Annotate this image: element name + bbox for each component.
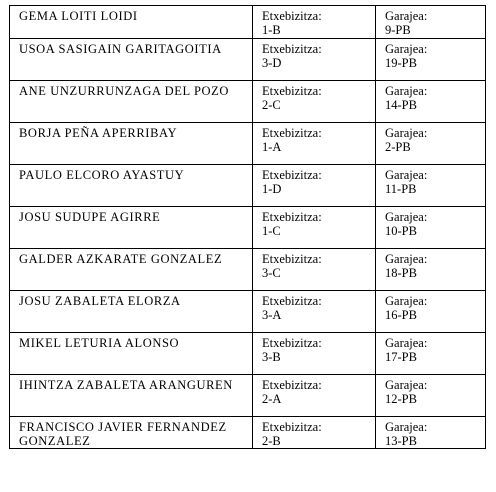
resident-name: JOSU ZABALETA ELORZA: [19, 294, 181, 308]
flat-cell: [253, 375, 376, 417]
garage-label: Garajea:: [385, 42, 428, 56]
flat-label: Etxebizitza:: [262, 252, 322, 266]
garage-cell: [376, 123, 486, 165]
garage-label: Garajea:: [385, 336, 428, 350]
name-cell: [10, 375, 253, 417]
flat-number: 1-C: [262, 224, 281, 238]
table-row: [10, 207, 486, 249]
garage-label: Garajea:: [385, 294, 428, 308]
name-cell: [10, 123, 253, 165]
flat-cell: [253, 291, 376, 333]
flat-cell: [253, 6, 376, 39]
garage-number: 2-PB: [385, 140, 411, 154]
resident-name: ANE UNZURRUNZAGA DEL POZO: [19, 84, 230, 98]
resident-name: BORJA PEÑA APERRIBAY: [19, 126, 178, 140]
flat-label: Etxebizitza:: [262, 126, 322, 140]
name-cell: [10, 333, 253, 375]
table-row: [10, 81, 486, 123]
garage-label: Garajea:: [385, 84, 428, 98]
garage-label: Garajea:: [385, 378, 428, 392]
name-cell: [10, 81, 253, 123]
flat-cell: [253, 207, 376, 249]
garage-cell: [376, 249, 486, 291]
table-row: [10, 6, 486, 39]
garage-cell: [376, 375, 486, 417]
table-row: [10, 165, 486, 207]
flat-label: Etxebizitza:: [262, 9, 322, 23]
flat-label: Etxebizitza:: [262, 294, 322, 308]
name-cell: [10, 417, 253, 449]
table-row: [10, 375, 486, 417]
resident-name: JOSU SUDUPE AGIRRE: [19, 210, 161, 224]
garage-number: 14-PB: [385, 98, 417, 112]
garage-label: Garajea:: [385, 9, 428, 23]
flat-label: Etxebizitza:: [262, 378, 322, 392]
garage-cell: [376, 333, 486, 375]
table-row: [10, 291, 486, 333]
resident-name: FRANCISCO JAVIER FERNANDEZ GONZALEZ: [19, 420, 227, 448]
assignment-table-body: [10, 6, 486, 449]
garage-cell: [376, 417, 486, 449]
garage-number: 18-PB: [385, 266, 417, 280]
garage-cell: [376, 81, 486, 123]
flat-cell: [253, 123, 376, 165]
flat-number: 2-A: [262, 392, 282, 406]
name-cell: [10, 291, 253, 333]
garage-number: 11-PB: [385, 182, 417, 196]
resident-name: PAULO ELCORO AYASTUY: [19, 168, 185, 182]
name-cell: [10, 39, 253, 81]
flat-label: Etxebizitza:: [262, 42, 322, 56]
garage-label: Garajea:: [385, 126, 428, 140]
garage-label: Garajea:: [385, 252, 428, 266]
flat-label: Etxebizitza:: [262, 84, 322, 98]
garage-cell: [376, 39, 486, 81]
flat-cell: [253, 165, 376, 207]
flat-number: 3-D: [262, 56, 282, 70]
flat-cell: [253, 39, 376, 81]
garage-cell: [376, 291, 486, 333]
flat-number: 3-B: [262, 350, 281, 364]
name-cell: [10, 6, 253, 39]
flat-number: 3-A: [262, 308, 282, 322]
garage-label: Garajea:: [385, 210, 428, 224]
flat-number: 1-D: [262, 182, 282, 196]
flat-cell: [253, 249, 376, 291]
garage-number: 13-PB: [385, 434, 417, 448]
flat-number: 2-B: [262, 434, 281, 448]
resident-name: USOA SASIGAIN GARITAGOITIA: [19, 42, 222, 56]
name-cell: [10, 207, 253, 249]
flat-number: 1-B: [262, 23, 281, 37]
name-cell: [10, 249, 253, 291]
assignment-table: [9, 5, 486, 449]
flat-cell: [253, 333, 376, 375]
flat-label: Etxebizitza:: [262, 210, 322, 224]
garage-label: Garajea:: [385, 168, 428, 182]
flat-label: Etxebizitza:: [262, 168, 322, 182]
table-row: [10, 123, 486, 165]
flat-number: 2-C: [262, 98, 281, 112]
resident-name: MIKEL LETURIA ALONSO: [19, 336, 180, 350]
flat-number: 1-A: [262, 140, 282, 154]
garage-cell: [376, 6, 486, 39]
garage-cell: [376, 165, 486, 207]
garage-number: 9-PB: [385, 23, 411, 37]
resident-name: IHINTZA ZABALETA ARANGUREN: [19, 378, 233, 392]
garage-number: 16-PB: [385, 308, 417, 322]
garage-label: Garajea:: [385, 420, 428, 434]
garage-number: 17-PB: [385, 350, 417, 364]
name-cell: [10, 165, 253, 207]
flat-label: Etxebizitza:: [262, 336, 322, 350]
resident-name: GALDER AZKARATE GONZALEZ: [19, 252, 223, 266]
garage-number: 19-PB: [385, 56, 417, 70]
resident-name: GEMA LOITI LOIDI: [19, 9, 138, 23]
table-row: [10, 333, 486, 375]
table-row: [10, 249, 486, 291]
flat-number: 3-C: [262, 266, 281, 280]
flat-cell: [253, 417, 376, 449]
garage-number: 12-PB: [385, 392, 417, 406]
garage-cell: [376, 207, 486, 249]
garage-number: 10-PB: [385, 224, 417, 238]
flat-cell: [253, 81, 376, 123]
table-row: [10, 417, 486, 449]
table-row: [10, 39, 486, 81]
flat-label: Etxebizitza:: [262, 420, 322, 434]
